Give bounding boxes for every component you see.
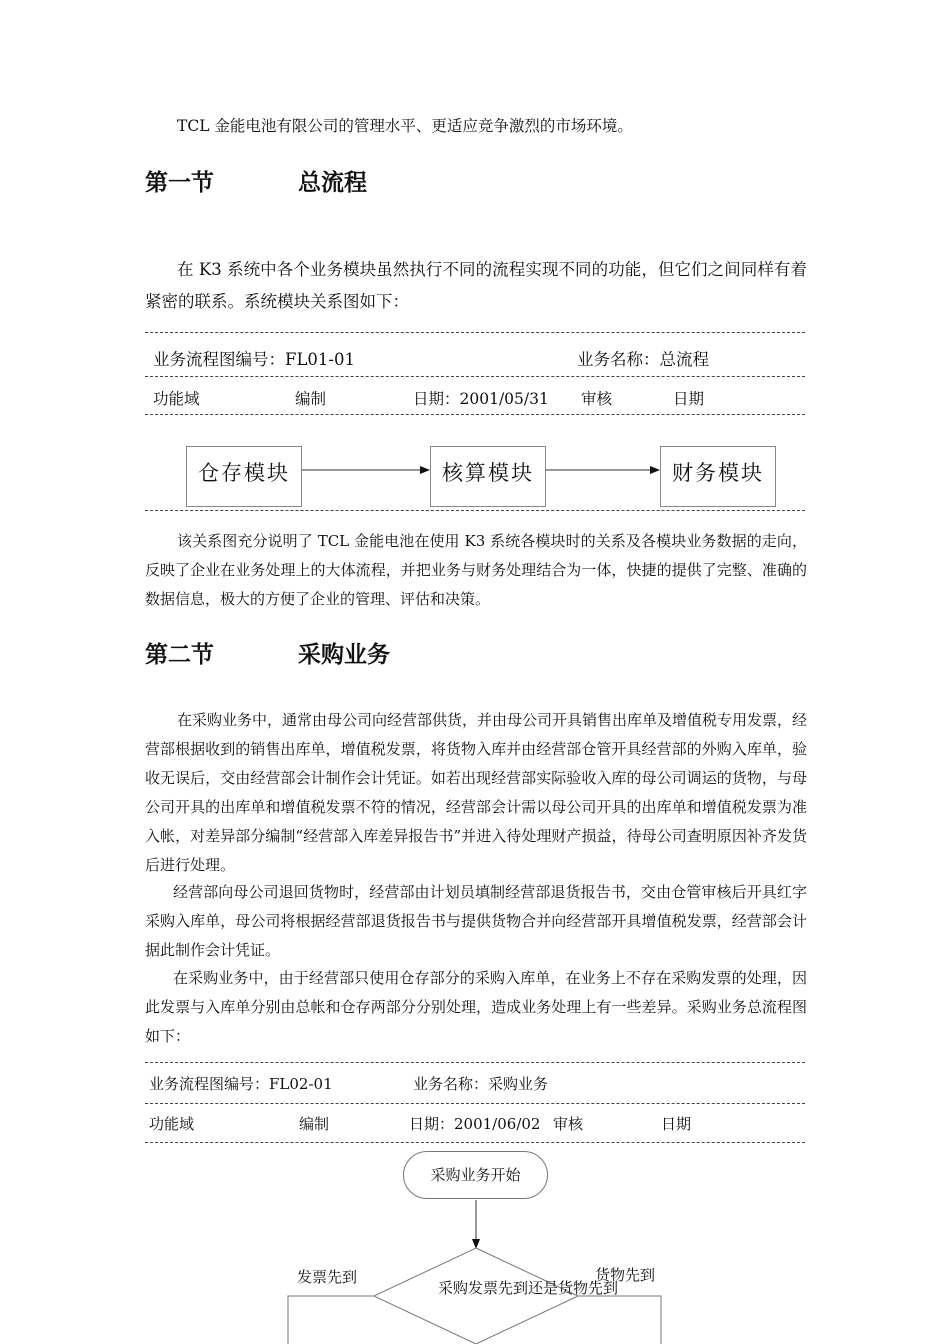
module-box-finance: 财务模块 [660, 446, 776, 507]
chart1-domain: 功能域 [153, 390, 200, 408]
chart1-date: 日期：2001/05/31 [413, 390, 549, 408]
divider [145, 510, 805, 511]
section-1-title: 总流程 [298, 170, 367, 196]
chart1-date2: 日期 [673, 390, 705, 408]
chart2-date: 日期：2001/06/02 [409, 1115, 541, 1133]
branch-left [288, 1296, 374, 1344]
section-1-summary: 该关系图充分说明了 TCL 金能电池在使用 K3 系统各模块时的关系及各模块业务数据的走向，反映了企业在业务处理上的大体流程，并把业务与财务处理结合为一体，快捷的提供了完整、准确的数据信息，极大的方便了企业的管理、评估和决策。 [145, 532, 807, 608]
branch-right [578, 1296, 661, 1344]
module-box-storage: 仓存模块 [186, 446, 302, 507]
chart1-code: 业务流程图编号：FL01-01 [153, 350, 355, 369]
divider [145, 1062, 805, 1063]
branch-right-label: 货物先到 [595, 1266, 656, 1284]
chart1-review: 审核 [581, 390, 613, 408]
module-box-accounting: 核算模块 [430, 446, 546, 507]
section-2-paragraph-3: 在采购业务中，由于经营部只使用仓存部分的采购入库单，在业务上不存在采购发票的处理，因此发票与入库单分别由总帐和仓存两部分分别处理，造成业务处理上有一些差异。采购业务总流程图如下： [145, 969, 807, 1045]
chart2-date2: 日期 [661, 1115, 692, 1133]
chart2-code: 业务流程图编号：FL02-01 [149, 1075, 333, 1093]
chart2-name: 业务名称：采购业务 [413, 1075, 549, 1093]
chart2-editor: 编制 [299, 1115, 330, 1133]
section-2-paragraph-1: 在采购业务中，通常由母公司向经营部供货，并由母公司开具销售出库单及增值税专用发票，经营部根据收到的销售出库单，增值税发票，将货物入库并由经营部仓管开具经营部的外购入库单，验收无误后，交由经营部会计制作会计凭证。如若出现经营部实际验收入库的母公司调运的货物，与母公司开具的出库单和增值税发票不符的情况，经营部会计需以母公司开具的出库单和增值税发票为准入帐，对差异部分编制“经营部入库差异报告书”并进入待处理财产损益，待母公司查明原因补齐发货后进行处理。 [145, 711, 808, 874]
branch-left-label: 发票先到 [297, 1268, 358, 1286]
flow-start-node: 采购业务开始 [403, 1151, 548, 1199]
section-2-paragraph-2: 经营部向母公司退回货物时，经营部由计划员填制经营部退货报告书，交由仓管审核后开具红字采购入库单，母公司将根据经营部退货报告书与提供货物合并向经营部开具增值税发票，经营部会计据此制作会计凭证。 [145, 883, 807, 959]
chart2-review: 审核 [553, 1115, 584, 1133]
section-2-heading [145, 640, 390, 670]
intro-line: TCL 金能电池有限公司的管理水平、更适应竞争激烈的市场环境。 [177, 117, 633, 135]
divider [145, 1103, 805, 1104]
section-2-number: 第二节 [145, 642, 214, 668]
section-1-paragraph: 在 K3 系统中各个业务模块虽然执行不同的流程实现不同的功能，但它们之间同样有着紧密的联系。系统模块关系图如下： [145, 260, 807, 311]
chart1-editor: 编制 [295, 390, 327, 408]
section-2-title: 采购业务 [298, 642, 390, 668]
section-1-number: 第一节 [145, 170, 214, 196]
divider [145, 1142, 805, 1143]
decision-label: 采购发票先到还是货物先到 [438, 1279, 619, 1297]
chart2-domain: 功能域 [149, 1115, 195, 1133]
chart1-name: 业务名称：总流程 [577, 350, 709, 369]
